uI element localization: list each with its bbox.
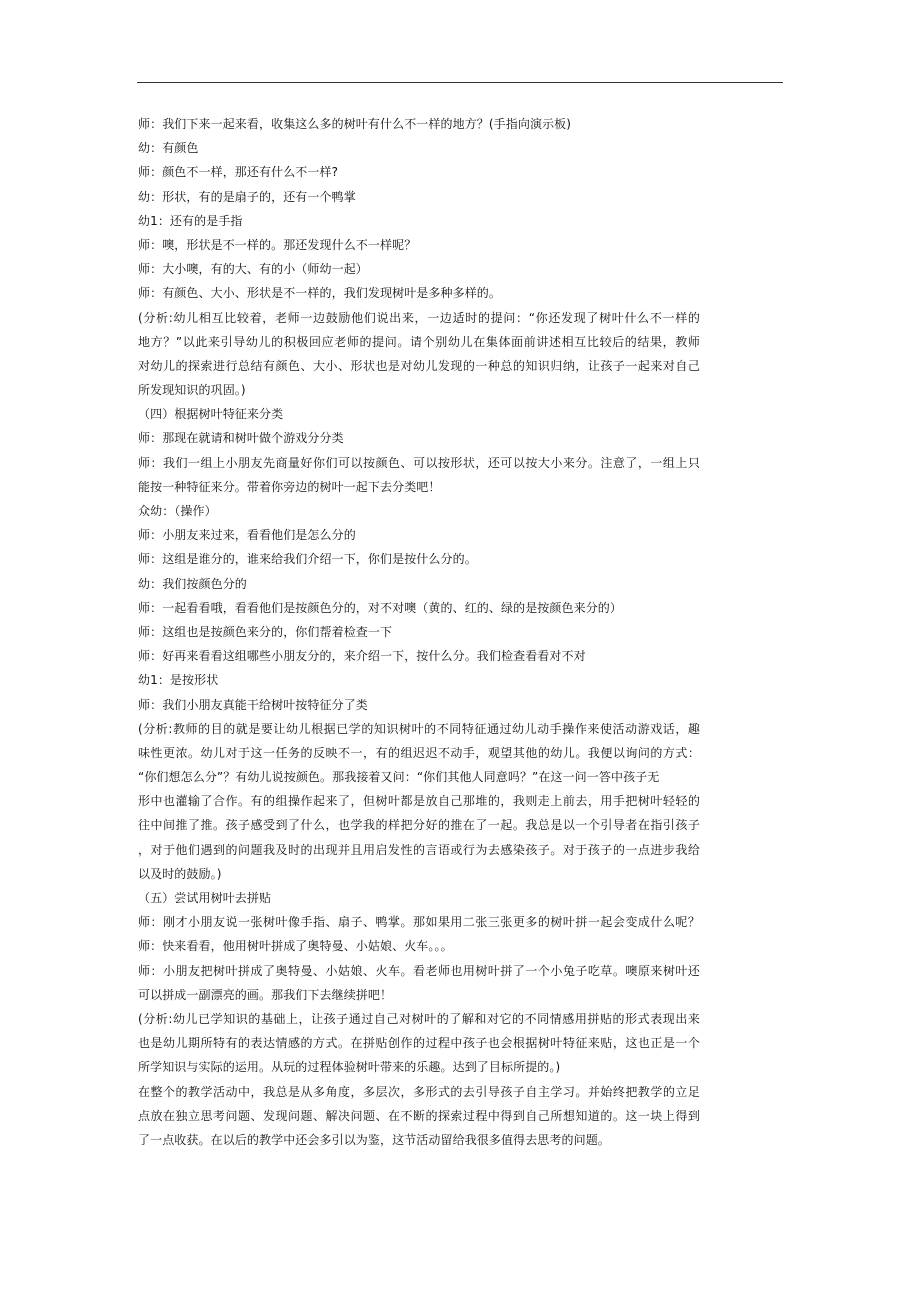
text-line: 师：刚才小朋友说一张树叶像手指、扇子、鸭掌。那如果用二张三张更多的树叶拼一起会变成什么呢？ [138,915,700,930]
text-line: 也是幼儿期所特有的表达情感的方式。在拼贴创作的过程中孩子也会根据树叶特征来贴，这也正是一个 [138,1036,700,1051]
text-line: 味性更浓。幼儿对于这一任务的反映不一，有的组迟迟不动手，观望其他的幼儿。我便以询问的方式： [138,745,700,760]
text-line: (分析:幼儿已学知识的基础上，让孩子通过自己对树叶的了解和对它的不同情感用拼贴的形式表现出来 [138,1011,700,1026]
text-line: 师：噢，形状是不一样的。那还发现什么不一样呢？ [138,237,417,252]
text-line: 师：大小噢，有的大、有的小（师幼一起） [138,262,368,277]
text-line: 形中也灌输了合作。有的组操作起来了，但树叶都是放自己那堆的，我则走上前去，用手把树叶轻轻的 [138,794,700,809]
text-line: 地方？”以此来引导幼儿的积极回应老师的提问。请个别幼儿在集体面前讲述相互比较后的结果，教师 [138,334,700,349]
text-line: 往中间推了推。孩子感受到了什么，也学我的样把分好的推在了一起。我总是以一个引导者在指引孩子 [138,818,700,833]
text-line: 师：我们小朋友真能干给树叶按特征分了类 [138,697,368,712]
text-line: 所发现知识的巩固。) [138,383,246,398]
text-line: 师：有颜色、大小、形状是不一样的，我们发现树叶是多种多样的。 [138,286,502,301]
text-line: (分析:幼儿相互比较着，老师一边鼓励他们说出来，一边适时的提问：“你还发现了树叶什么不一样的 [138,310,700,325]
text-line: 师：这组是谁分的，谁来给我们介绍一下，你们是按什么分的。 [138,552,477,567]
text-line: 师：小朋友来过来，看看他们是怎么分的 [138,528,356,543]
text-line: 师：那现在就请和树叶做个游戏分分类 [138,431,344,446]
text-line: 点放在独立思考问题、发现问题、解决问题、在不断的探索过程中得到自己所想知道的。这一块上得到 [138,1108,700,1123]
text-line: 众幼：（操作） [138,504,217,518]
text-line: 师：颜色不一样，那还有什么不一样? [138,165,339,180]
text-line: 对幼儿的探索进行总结有颜色、大小、形状也是对幼儿发现的一种总的知识归纳，让孩子一起来对自己 [138,358,700,373]
text-line: 师：一起看看哦，看看他们是按颜色分的，对不对噢（黄的、红的、绿的是按颜色来分的） [138,600,623,615]
text-line: 能按一种特征来分。带着你旁边的树叶一起下去分类吧！ [138,479,441,494]
text-line: （五）尝试用树叶去拼贴 [138,891,272,905]
text-line: 了一点收获。在以后的教学中还会多引以为鉴，这节活动留给我很多值得去思考的问题。 [138,1132,610,1147]
text-line: 以及时的鼓励。) [138,866,222,881]
text-line: 师：小朋友把树叶拼成了奥特曼、小姑娘、火车。看老师也用树叶拼了一个小兔子吃草。噢原来树叶还 [138,963,700,978]
text-line: 幼1：是按形状 [138,673,219,688]
text-line: 师：我们一组上小朋友先商量好你们可以按颜色、可以按形状，还可以按大小来分。注意了，一组上只 [138,455,700,470]
text-line: 在整个的教学活动中，我总是从多角度，多层次，多形式的去引导孩子自主学习。并始终把教学的立足 [138,1084,700,1099]
text-line: ，对于他们遇到的问题我及时的出现并且用启发性的言语或行为去感染孩子。对于孩子的一点进步我给 [138,842,700,857]
text-line: “你们想怎么分”？有幼儿说按颜色。那我接着又问：“你们其他人同意吗？”在这一问一答中孩子无 [138,770,660,785]
text-line: 师：快来看看，他用树叶拼成了奥特曼、小姑娘、火车。。。 [138,939,453,954]
text-line: 师：好再来看看这组哪些小朋友分的，来介绍一下，按什么分。我们检查看看对不对 [138,649,586,664]
text-line: 可以拼成一副漂亮的画。那我们下去继续拼吧！ [138,987,393,1002]
text-line: 师：我们下来一起来看，收集这么多的树叶有什么不一样的地方？(手指向演示板) [138,117,572,131]
text-line: 所学知识与实际的运用。从玩的过程体验树叶带来的乐趣。达到了目标所提的。) [138,1060,561,1075]
text-line: 幼：我们按颜色分的 [138,576,247,591]
text-line: 幼：形状，有的是扇子的，还有一个鸭掌 [138,189,356,204]
text-line: (分析:教师的目的就是要让幼儿根据已学的知识树叶的不同特征通过幼儿动手操作来使活动游戏话，趣 [138,721,700,736]
document-body [138,112,700,1152]
text-line: 幼1：还有的是手指 [138,213,243,228]
text-line: （四）根据树叶特征来分类 [138,407,284,422]
text-line: 幼：有颜色 [138,141,199,156]
header-rule [137,82,783,83]
text-line: 师：这组也是按颜色来分的，你们帮着检查一下 [138,624,393,639]
